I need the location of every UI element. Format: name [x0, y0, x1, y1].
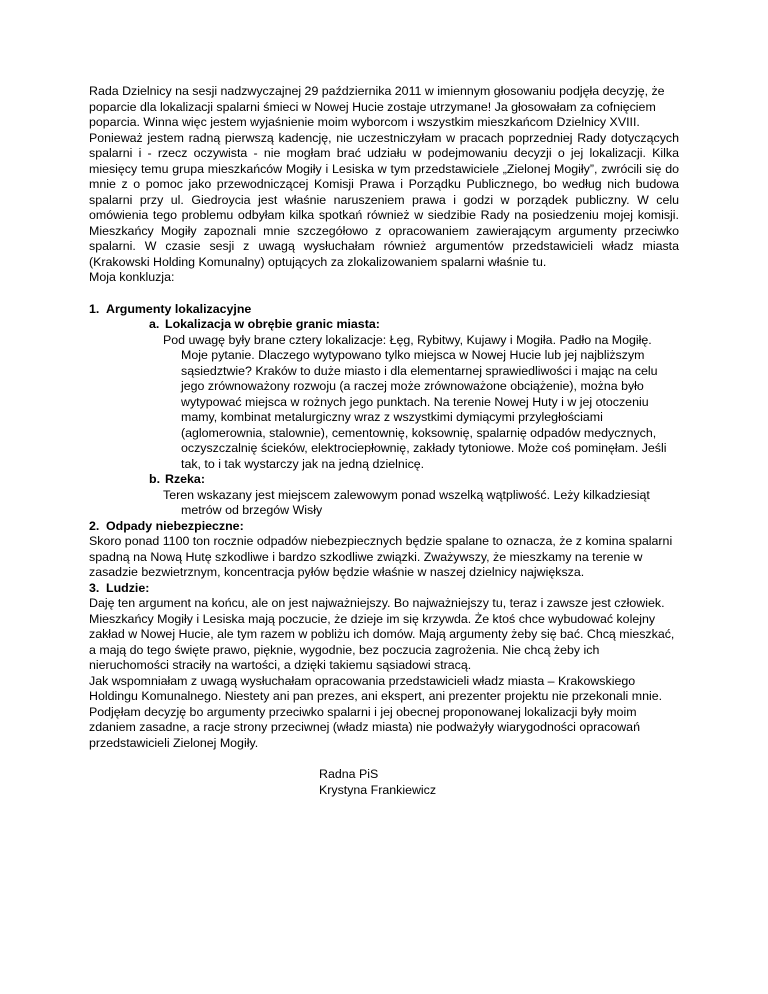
section-title: Argumenty lokalizacyjne — [106, 301, 252, 316]
subsection-heading — [89, 317, 679, 333]
subsection-text: Moje pytanie. Dlaczego wytypowano tylko miejsca w Nowej Hucie lub jej najbliższym sąsiedztwie? Kraków to duże miasto i dla elementarnej sprawiedliwości i mając na celu jego zrównoważony rozwoju (a raczej może zrównoważone obciążenie), można było wytypować miejsca w rożnych jego punktach. Na terenie Nowej Huty i w jej otoczeniu mamy, kombinat metalurgiczny wraz z wszystkimi dymiącymi przyległościami (aglomerownia, stalownie), cementownię, koksownię, spalarnię odpadów medycznych, oczyszczalnię ścieków, elektrociepłownię, zakłady tytoniowe. Może coś pominęłam. Jeśli tak, to i tak wystarczy jak na jedną dzielnicę. — [181, 348, 667, 471]
spacer — [89, 286, 679, 302]
closing-paragraph: Podjęłam decyzję bo argumenty przeciwko spalarni i jej obecnej proponowanej lokalizacji były moim zdaniem zasadne, a racje strony przeciwnej (władz miasta) nie podważyły wiarygodności opracowań przedstawicieli Zielonej Mogiły. — [89, 704, 640, 750]
intro-paragraph: Rada Dzielnicy na sesji nadzwyczajnej 29 października 2011 w imiennym głosowaniu podjęła decyzję, że poparcie dla lokalizacji spalarni śmieci w Nowej Hucie zostaje utrzymane! Ja głosowałam za cofnięciem poparcia. Winna więc jestem wyjaśnienie moim wyborcom i wszystkim mieszkańcom Dzielnicy XVIII. — [89, 84, 665, 129]
section-heading — [89, 519, 679, 535]
subsection-first-line: Pod uwagę były brane cztery lokalizacje: Łęg, Rybitwy, Kujawy i Mogiła. Padło na Mogiłę. — [163, 332, 652, 347]
document-page — [89, 84, 679, 798]
section-number: 2. — [89, 518, 100, 533]
conclusion-label: Moja konkluzja: — [89, 270, 175, 284]
subsection-title: Lokalizacja w obrębie granic miasta: — [165, 317, 380, 331]
subsection-letter: a. — [149, 317, 160, 331]
subsection-title: Rzeka: — [165, 472, 205, 486]
explanation-paragraph: Ponieważ jestem radną pierwszą kadencję, nie uczestniczyłam w pracach poprzedniej Rady dotyczących spalarni i - rzecz oczywista - nie mogłam brać udziału w podejmowaniu decyzji o jej lokalizacji. Kilka miesięcy temu grupa mieszkańców Mogiły i Lesiska w tym przedstawiciele „Zielonej Mogiły”, zwrócili się do mnie z o pomoc jako przewodniczącej Komisji Prawa i Porządku Publicznego, bo według nich budowa spalarni przy ul. Giedroycia jest właśnie naruszeniem prawa i godzi w porządek publiczny. W celu omówienia tego problemu odbyłam kilka spotkań również w siedzibie Rady na posiedzeniu mojej komisji. Mieszkańcy Mogiły zapoznali mnie szczegółowo z opracowaniem zawierającym argumenty przeciwko spalarni. W czasie sesji z uwagą wysłuchałam również argumentów przedstawicieli władz miasta (Krakowski Holding Komunalny) optujących za zlokalizowaniem spalarni właśnie tu. — [89, 130, 679, 269]
section-heading — [89, 302, 679, 318]
subsection-text: metrów od brzegów Wisły — [181, 503, 323, 517]
subsection-letter: b. — [149, 472, 161, 486]
section-3 — [89, 581, 679, 674]
section-number: 1. — [89, 301, 100, 316]
signature-role: Radna PiS — [319, 767, 379, 781]
section-text: Daję ten argument na końcu, ale on jest najważniejszy. Bo najważniejszy tu, teraz i zawsze jest człowiek. Mieszkańcy Mogiły i Lesiska mają poczucie, że dzieje im się krzywda. Że ktoś chce wybudować kolejny zakład w Nowej Hucie, ale tym razem w pobliżu ich domów. Mają argumenty żeby się bać. Chcą mieszkać, a mają do tego święte prawo, pięknie, wygodnie, bez poczucia zagrożenia. Nie chcą żeby ich nieruchomości straciły na wartości, a dzięki takiemu sąsiadowi stracą. — [89, 596, 675, 672]
section-title: Odpady niebezpieczne: — [106, 518, 244, 533]
section-1 — [89, 302, 679, 519]
section-text: Skoro ponad 1100 ton rocznie odpadów niebezpiecznych będzie spalane to oznacza, że z komina spalarni spadną na Nową Hutę szkodliwe i bardzo szkodliwe związki. Zważywszy, że mieszkamy na terenie w zasadzie bezwietrznym, koncentracja pyłów będzie właśnie w naszej dzielnicy największa. — [89, 534, 673, 579]
subsection-heading — [89, 472, 679, 488]
signature-name: Krystyna Frankiewicz — [319, 782, 437, 797]
signature-block — [89, 767, 679, 798]
section-2 — [89, 519, 679, 581]
closing-paragraph: Jak wspomniałam z uwagą wysłuchałam opracowania przedstawicieli władz miasta – Krakowskiego Holdingu Komunalnego. Niestety ani pan prezes, ani ekspert, ani prezenter projektu nie przekonali mnie. — [89, 673, 663, 703]
section-heading — [89, 581, 679, 597]
subsection-first-line: Teren wskazany jest miejscem zalewowym ponad wszelką wątpliwość. Leży kilkadziesiąt — [163, 487, 650, 502]
section-title: Ludzie: — [106, 580, 150, 595]
section-number: 3. — [89, 580, 100, 595]
